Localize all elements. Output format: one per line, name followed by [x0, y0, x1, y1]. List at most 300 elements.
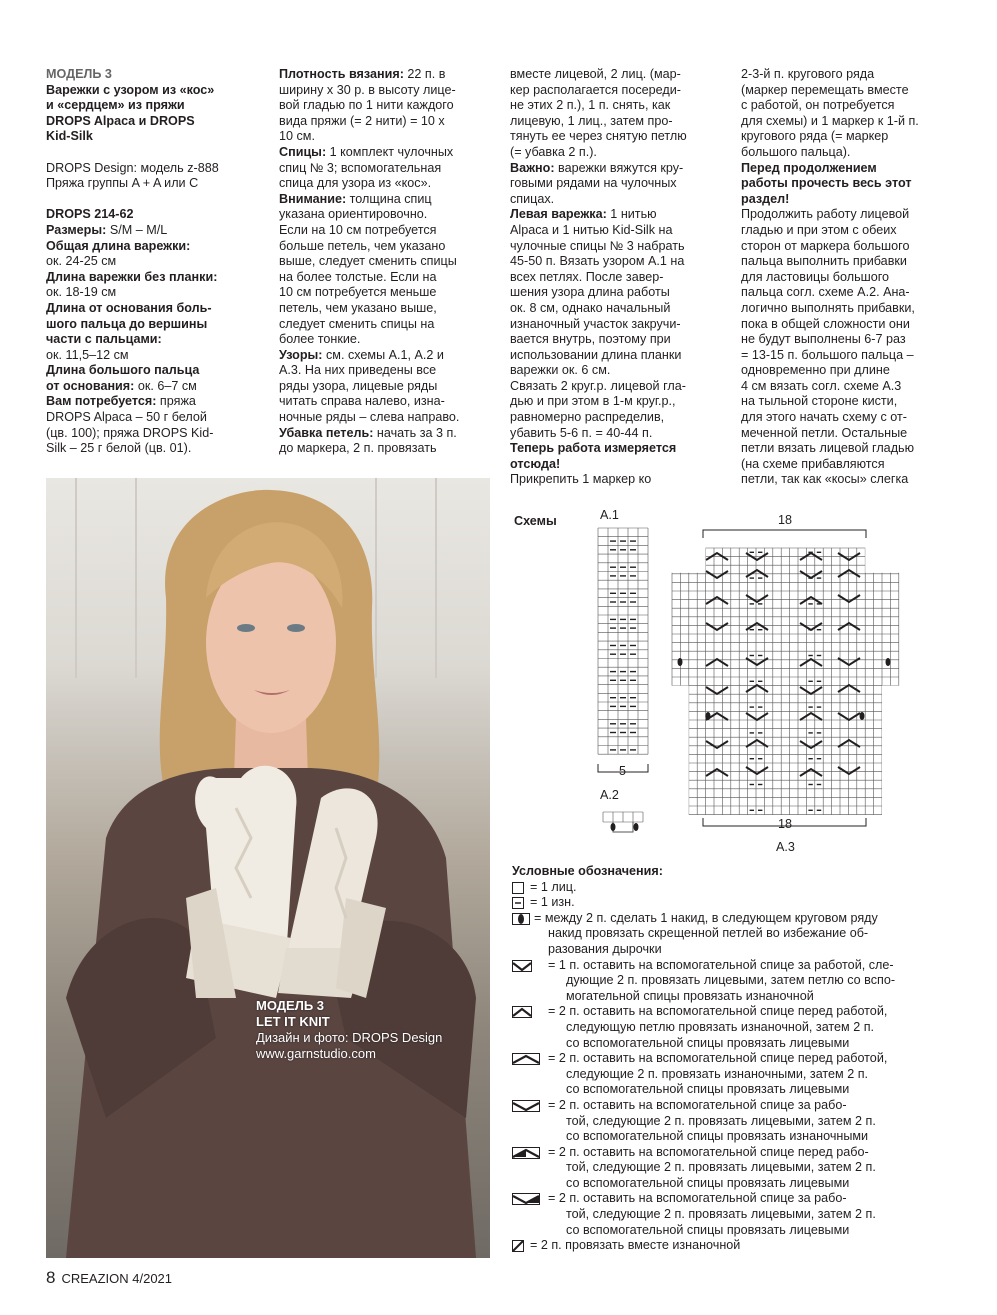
- cable-mark: [800, 687, 822, 694]
- cable-mark: [706, 571, 728, 578]
- col4-line: [741, 145, 956, 161]
- col4-line: [741, 379, 956, 395]
- materials-line-4: Silk – 25 г белой (цв. 01).: [46, 441, 192, 456]
- col3-line-bold: Левая варежка:: [510, 207, 607, 222]
- col2-line-text: больше петель, чем указано: [279, 238, 446, 253]
- col3-line-text: изнаночный участок закручи-: [510, 316, 681, 331]
- legend-text: разования дырочки: [548, 941, 662, 956]
- legend-item: [512, 911, 962, 958]
- column-4: [741, 67, 956, 488]
- col2-line: [279, 317, 494, 333]
- legend-text: той, следующие 2 п. провязать лицевыми, затем 2 п.: [566, 1160, 876, 1175]
- col4-line: [741, 472, 956, 488]
- col2-line: [279, 285, 494, 301]
- column-3: [510, 67, 725, 488]
- thumb-base-value: ок. 11,5–12 см: [46, 347, 129, 362]
- col2-line: [279, 426, 494, 442]
- col3-line: [510, 332, 725, 348]
- thumb-length-label-2: от основания:: [46, 378, 135, 393]
- yarn-over-mark: [886, 658, 891, 666]
- legend-text: могательной спицы провязать изнаночной: [566, 988, 814, 1003]
- col3-line: [510, 254, 725, 270]
- cable-mark: [800, 659, 822, 666]
- col3-line-text: говыми рядами на чулочных: [510, 176, 677, 191]
- purl-2-together-icon: [512, 1240, 524, 1252]
- col4-line-bold: раздел!: [741, 191, 790, 206]
- col4-line-text: 4 см вязать согл. схеме А.3: [741, 378, 902, 393]
- cable-mark: [838, 570, 860, 577]
- col4-line-text: пальца выполнить прибавки: [741, 254, 907, 269]
- col2-line: [279, 129, 494, 145]
- col3-line-text: убавить 5-6 п. = 40-44 п.: [510, 425, 653, 440]
- col4-line: [741, 129, 956, 145]
- col3-line: [510, 270, 725, 286]
- cable-mark: [706, 553, 728, 560]
- legend-text: = 1 п. оставить на вспомогательной спице за работой, сле-: [548, 957, 894, 972]
- cable-mark: [746, 623, 768, 630]
- col2-line: [279, 67, 494, 83]
- col2-line: [279, 192, 494, 208]
- col4-line: [741, 270, 956, 286]
- col4-line-text: пальца согл. схеме А.2. Ана-: [741, 285, 910, 300]
- cable-mark: [838, 658, 860, 665]
- thumb-length-label-1: Длина большого пальца: [46, 363, 200, 378]
- sizes-label: Размеры:: [46, 222, 107, 237]
- col3-line: [510, 457, 725, 473]
- title-line-3: DROPS Alpaca и DROPS: [46, 113, 195, 128]
- col2-line-bold: Внимание:: [279, 191, 347, 206]
- drops-code: DROPS 214-62: [46, 207, 134, 222]
- cable-mark: [706, 623, 728, 630]
- col2-line: [279, 176, 494, 192]
- col2-line-text: спиц № 3; вспомогательная: [279, 160, 442, 175]
- col2-line-text: на более толстые. Если на: [279, 269, 437, 284]
- col4-line-text: (маркер перемещать вместе: [741, 82, 909, 97]
- col4-line-bold: работы прочесть весь этот: [741, 176, 912, 191]
- col2-line-text: выше, следует сменить спицы: [279, 254, 457, 269]
- col2-line-text: 10 см потребуется меньше: [279, 285, 437, 300]
- col4-line-text: не будут выполнены 6-7 раз: [741, 332, 906, 347]
- col3-line: [510, 192, 725, 208]
- cable-mark: [838, 713, 860, 720]
- thumb-base-label-1: Длина от основания боль-: [46, 300, 212, 315]
- col3-line: [510, 301, 725, 317]
- yarn-over-mark: [634, 823, 639, 831]
- col4-line-text: = 13-15 п. большого пальца –: [741, 347, 914, 362]
- col3-line-text: варежки ок. 6 см.: [510, 363, 611, 378]
- page-footer: [46, 1268, 172, 1288]
- cable-mark: [800, 553, 822, 560]
- col3-line: [510, 348, 725, 364]
- col4-line: [741, 363, 956, 379]
- thumb-length-value: ок. 6–7 см: [137, 378, 197, 393]
- caption-model: МОДЕЛЬ 3: [256, 998, 325, 1013]
- col2-line: [279, 379, 494, 395]
- cable-2-1-front-icon: [512, 1006, 532, 1018]
- col3-line-text: (= убавка 2 п.).: [510, 144, 597, 159]
- col3-line-text: варежки вяжутся кру-: [554, 160, 684, 175]
- col3-line: [510, 145, 725, 161]
- cable-mark: [800, 769, 822, 776]
- materials-line-3: (цв. 100); пряжа DROPS Kid-: [46, 425, 214, 440]
- col3-line: [510, 207, 725, 223]
- col2-line: [279, 254, 494, 270]
- purl-square-icon: [512, 897, 524, 909]
- cable-mark: [838, 595, 860, 602]
- col3-line-text: чулочные спицы № 3 набрать: [510, 238, 685, 253]
- col2-line-text: 22 п. в: [403, 67, 446, 81]
- col3-line: [510, 394, 725, 410]
- cable-mark: [746, 767, 768, 774]
- legend-item: [512, 895, 962, 911]
- cable-mark: [706, 659, 728, 666]
- col2-line: [279, 114, 494, 130]
- legend-text: = 2 п. оставить на вспомогательной спице за рабо-: [548, 1097, 847, 1112]
- col3-line: [510, 410, 725, 426]
- col3-line: [510, 129, 725, 145]
- cable-mark: [800, 713, 822, 720]
- col3-line: [510, 83, 725, 99]
- cable-2-2-front-purl-icon: [512, 1053, 540, 1065]
- col4-line-text: Продолжить работу лицевой: [741, 207, 910, 222]
- magazine-issue: CREAZION 4/2021: [61, 1271, 173, 1286]
- legend-item: [512, 1004, 962, 1051]
- model-label: МОДЕЛЬ 3: [46, 67, 112, 81]
- col2-line-text: ряды узора, лицевые ряды: [279, 378, 438, 393]
- col2-line-text: ночные ряды – слева направо.: [279, 410, 460, 425]
- col4-line-text: петли, так как «косы» слегка: [741, 472, 909, 487]
- charts-heading: Схемы: [514, 514, 557, 528]
- col3-line: [510, 114, 725, 130]
- sizes-value: S/M – M/L: [109, 222, 168, 237]
- legend-text: со вспомогательной спицы провязать изнаночными: [566, 1129, 869, 1144]
- cable-mark: [706, 687, 728, 694]
- cable-mark: [838, 767, 860, 774]
- legend-text: следующие 2 п. провязать изнаночными, затем 2 п.: [566, 1066, 869, 1081]
- col4-line: [741, 239, 956, 255]
- cable-mark: [706, 769, 728, 776]
- chart-mask: [882, 686, 901, 817]
- col2-line: [279, 394, 494, 410]
- col4-line: [741, 114, 956, 130]
- design-line-1: DROPS Design: модель z-888: [46, 160, 219, 175]
- chart-a2-grid: [603, 812, 643, 832]
- col2-line-text: см. схемы А.1, А.2 и: [322, 347, 444, 362]
- col2-line-text: 1 комплект чулочных: [326, 144, 454, 159]
- chart-mask: [865, 547, 901, 573]
- col2-line-bold: Спицы:: [279, 144, 327, 159]
- col2-line: [279, 239, 494, 255]
- col2-line-text: более тонкие.: [279, 332, 361, 347]
- legend-item: [512, 1191, 962, 1238]
- col2-line: [279, 83, 494, 99]
- cable-mark: [800, 571, 822, 578]
- woman-mittens-illustration: [46, 478, 490, 1258]
- col2-line: [279, 301, 494, 317]
- col4-line: [741, 332, 956, 348]
- yarn-over-icon: [512, 913, 530, 925]
- col4-line-text: большого пальца).: [741, 144, 851, 159]
- col2-line: [279, 348, 494, 364]
- col3-line: [510, 176, 725, 192]
- legend-text: = 1 изн.: [530, 895, 575, 910]
- total-length-label: Общая длина варежки:: [46, 238, 191, 253]
- col2-line-text: начать за 3 п.: [373, 425, 457, 440]
- cable-mark: [746, 595, 768, 602]
- col2-line-text: указана ориентировочно.: [279, 207, 428, 222]
- col4-line: [741, 83, 956, 99]
- length-no-band-value: ок. 18-19 см: [46, 285, 117, 300]
- col2-line-bold: Узоры:: [279, 347, 323, 362]
- legend-text: = между 2 п. сделать 1 накид, в следующем круговом ряду: [534, 910, 878, 925]
- total-length-value: ок. 24-25 см: [46, 254, 117, 269]
- col2-line-text: ширину х 30 р. в высоту лице-: [279, 82, 456, 97]
- col4-line: [741, 317, 956, 333]
- col4-line: [741, 223, 956, 239]
- col3-line-text: равномерно распределив,: [510, 410, 665, 425]
- col3-line-text: не этих 2 п.), 1 п. снять, как: [510, 98, 671, 113]
- col3-line-text: всех петлях. После завер-: [510, 269, 664, 284]
- legend-item: [512, 1145, 962, 1192]
- col3-line: [510, 426, 725, 442]
- chart-a3-top: 18: [778, 513, 793, 527]
- yarn-over-mark: [611, 823, 616, 831]
- thumb-base-label-3: части с пальцами:: [46, 332, 162, 347]
- cable-mark: [746, 740, 768, 747]
- col3-line-text: 1 нитью: [606, 207, 657, 222]
- cable-mark: [838, 740, 860, 747]
- col2-line-bold: Плотность вязания:: [279, 67, 404, 81]
- col3-line: [510, 98, 725, 114]
- column-2: [279, 67, 494, 457]
- col3-line-text: дью и при этом в 1-м круг.р.,: [510, 394, 676, 409]
- col3-line-text: Связать 2 круг.р. лицевой гла-: [510, 378, 686, 393]
- col4-line-text: меченной петли. Остальные: [741, 425, 908, 440]
- legend-item: [512, 958, 962, 1005]
- cable-2-2-back-purl-icon: [512, 1100, 540, 1112]
- caption-title: LET IT KNIT: [256, 1014, 330, 1029]
- col4-line-text: для ластовицы большого: [741, 269, 890, 284]
- materials-label: Вам потребуется:: [46, 394, 157, 409]
- col3-line: [510, 239, 725, 255]
- col4-line-text: пока в общей сложности они: [741, 316, 910, 331]
- legend-text: со вспомогательной спицы провязать лицевыми: [566, 1082, 850, 1097]
- legend-text: дующие 2 п. провязать лицевыми, затем петлю со вспо-: [566, 973, 896, 988]
- col4-line-bold: Перед продолжением: [741, 160, 877, 175]
- col2-line-text: толщина спиц: [346, 191, 432, 206]
- cable-mark: [706, 597, 728, 604]
- col2-line-bold: Убавка петель:: [279, 425, 374, 440]
- col3-line-text: 45-50 п. Вязать узором А.1 на: [510, 254, 685, 269]
- col3-line-text: вместе лицевой, 2 лиц. (мар-: [510, 67, 681, 81]
- photo-caption: [256, 998, 442, 1062]
- col4-line-text: петли вязать лицевой гладью: [741, 441, 915, 456]
- legend-title: Условные обозначения:: [512, 864, 663, 878]
- col4-line: [741, 426, 956, 442]
- chart-mask: [671, 547, 706, 573]
- chart-a1-width: 5: [619, 764, 627, 778]
- chart-legend: [512, 864, 962, 1254]
- col3-line: [510, 379, 725, 395]
- legend-text: со вспомогательной спицы провязать лицевыми: [566, 1222, 850, 1237]
- col2-line: [279, 441, 494, 457]
- col3-line: [510, 223, 725, 239]
- cable-mark: [800, 741, 822, 748]
- legend-text: = 2 п. оставить на вспомогательной спице перед работой,: [548, 1051, 888, 1066]
- legend-text: = 2 п. провязать вместе изнаночной: [530, 1238, 741, 1253]
- title-line-1: Варежки с узором из «кос»: [46, 82, 215, 97]
- materials-line-1: пряжа: [156, 394, 196, 409]
- col3-line-text: лицевую, 1 лиц., затем про-: [510, 113, 673, 128]
- col4-line: [741, 98, 956, 114]
- cable-2-2-front-knit-icon: [512, 1147, 540, 1159]
- column-1: [46, 67, 261, 457]
- col2-line: [279, 270, 494, 286]
- col4-line-text: сторон от маркера большого: [741, 238, 910, 253]
- col3-line-text: спицах.: [510, 191, 555, 206]
- col4-line: [741, 285, 956, 301]
- col2-line-text: вида пряжи (= 2 нити) = 10 х: [279, 113, 445, 128]
- col3-line-text: кер располагается посереди-: [510, 82, 681, 97]
- legend-text: накид провязать скрещенной петлей во избежание об-: [548, 926, 869, 941]
- col4-line: [741, 394, 956, 410]
- col4-line: [741, 161, 956, 177]
- col3-line-text: тянуть ее через снятую петлю: [510, 129, 687, 144]
- col2-line-text: А.3. На них приведены все: [279, 363, 437, 378]
- design-line-2: Пряжа группы A + A или C: [46, 176, 199, 191]
- cable-mark: [746, 553, 768, 560]
- legend-text: = 2 п. оставить на вспомогательной спице перед рабо-: [548, 1144, 869, 1159]
- chart-a3-label: А.3: [776, 840, 795, 854]
- page-number: 8: [46, 1268, 56, 1287]
- col3-line-bold: Теперь работа измеряется: [510, 441, 677, 456]
- col4-line: [741, 207, 956, 223]
- title-line-2: и «сердцем» из пряжи: [46, 98, 185, 113]
- col2-line-text: петель, чем указано выше,: [279, 300, 437, 315]
- legend-text: = 2 п. оставить на вспомогательной спице за рабо-: [548, 1191, 847, 1206]
- chart-a3-grid: [671, 530, 901, 826]
- legend-text: той, следующие 2 п. провязать лицевыми, затем 2 п.: [566, 1207, 876, 1222]
- legend-text: со вспомогательной спицы провязать лицевыми: [566, 1175, 850, 1190]
- col4-line-text: для этого начать схему с от-: [741, 410, 907, 425]
- col2-line-text: следует сменить спицы на: [279, 316, 435, 331]
- cable-mark: [746, 658, 768, 665]
- title-line-4: Kid-Silk: [46, 129, 93, 144]
- col4-line: [741, 348, 956, 364]
- cable-mark: [800, 597, 822, 604]
- col2-line-text: 10 см.: [279, 129, 315, 144]
- legend-item: [512, 880, 962, 896]
- col2-line: [279, 145, 494, 161]
- chart-a3-bottom: 18: [778, 817, 793, 831]
- col2-line-text: читать справа налево, изна-: [279, 394, 445, 409]
- col4-line: [741, 410, 956, 426]
- col4-line: [741, 192, 956, 208]
- col4-line-text: 2-3-й п. кругового ряда: [741, 67, 875, 81]
- col2-line: [279, 98, 494, 114]
- col4-line-text: одновременно при длине: [741, 363, 890, 378]
- col2-line-text: до маркера, 2 п. провязать: [279, 441, 437, 456]
- col3-line: [510, 441, 725, 457]
- col4-line: [741, 457, 956, 473]
- materials-line-2: DROPS Alpaca – 50 г белой: [46, 410, 207, 425]
- col3-line-text: Alpaca и 1 нитью Kid-Silk на: [510, 222, 673, 237]
- cable-mark: [706, 713, 728, 720]
- yarn-over-mark: [860, 712, 865, 720]
- col2-line: [279, 207, 494, 223]
- col3-line-bold: отсюда!: [510, 456, 561, 471]
- col4-line-text: (на схеме прибавляются: [741, 456, 885, 471]
- caption-url: www.garnstudio.com: [256, 1046, 376, 1061]
- thumb-base-label-2: шого пальца до вершины: [46, 316, 208, 331]
- cable-mark: [746, 713, 768, 720]
- col4-line-text: с работой, он потребуется: [741, 98, 895, 113]
- col2-line-text: вой гладью по 1 нити каждого: [279, 98, 454, 113]
- col3-line-text: ок. 8 см, однако начальный: [510, 300, 671, 315]
- col4-line: [741, 176, 956, 192]
- cable-mark: [838, 553, 860, 560]
- cable-1-2-back-icon: [512, 960, 532, 972]
- col4-line: [741, 254, 956, 270]
- col3-line-text: Прикрепить 1 маркер ко: [510, 472, 652, 487]
- col3-line: [510, 363, 725, 379]
- col4-line: [741, 441, 956, 457]
- col3-line: [510, 317, 725, 333]
- legend-item: [512, 1051, 962, 1098]
- caption-credit: Дизайн и фото: DROPS Design: [256, 1030, 443, 1045]
- cable-mark: [800, 623, 822, 630]
- col3-line-bold: Важно:: [510, 160, 555, 175]
- yarn-over-mark: [706, 712, 711, 720]
- legend-item: [512, 1238, 962, 1254]
- col3-line: [510, 67, 725, 83]
- legend-text: со вспомогательной спицы провязать лицевыми: [566, 1035, 850, 1050]
- cable-mark: [838, 623, 860, 630]
- col4-line-text: логично выполнять прибавки,: [741, 300, 915, 315]
- col4-line-text: гладью и при этом с обеих: [741, 222, 897, 237]
- col3-line-text: использовании длина планки: [510, 347, 682, 362]
- chart-mask: [671, 686, 689, 817]
- chart-a2-label: А.2: [600, 788, 619, 802]
- col3-line: [510, 285, 725, 301]
- knit-square-icon: [512, 882, 524, 894]
- col3-line-text: вается внутрь, поэтому при: [510, 332, 671, 347]
- yarn-over-mark: [678, 658, 683, 666]
- col3-line: [510, 472, 725, 488]
- col2-line: [279, 410, 494, 426]
- legend-item: [512, 1098, 962, 1145]
- cable-mark: [706, 741, 728, 748]
- model-photo: [46, 478, 490, 1258]
- col2-line-text: спица для узора из «кос».: [279, 176, 432, 191]
- col2-line: [279, 161, 494, 177]
- legend-text: следующую петлю провязать изнаночной, затем 2 п.: [566, 1019, 875, 1034]
- cable-mark: [838, 685, 860, 692]
- length-no-band-label: Длина варежки без планки:: [46, 269, 218, 284]
- cable-2-2-back-knit-icon: [512, 1193, 540, 1205]
- col3-line: [510, 161, 725, 177]
- cable-mark: [746, 685, 768, 692]
- chart-a1-label: А.1: [600, 508, 619, 522]
- col4-line: [741, 301, 956, 317]
- col2-line-text: Если на 10 см потребуется: [279, 222, 437, 237]
- col4-line: [741, 67, 956, 83]
- col2-line: [279, 223, 494, 239]
- col4-line-text: на тыльной стороне кисти,: [741, 394, 898, 409]
- legend-text: = 2 п. оставить на вспомогательной спице перед работой,: [548, 1004, 888, 1019]
- col2-line: [279, 332, 494, 348]
- chart-a1-grid: [598, 528, 648, 772]
